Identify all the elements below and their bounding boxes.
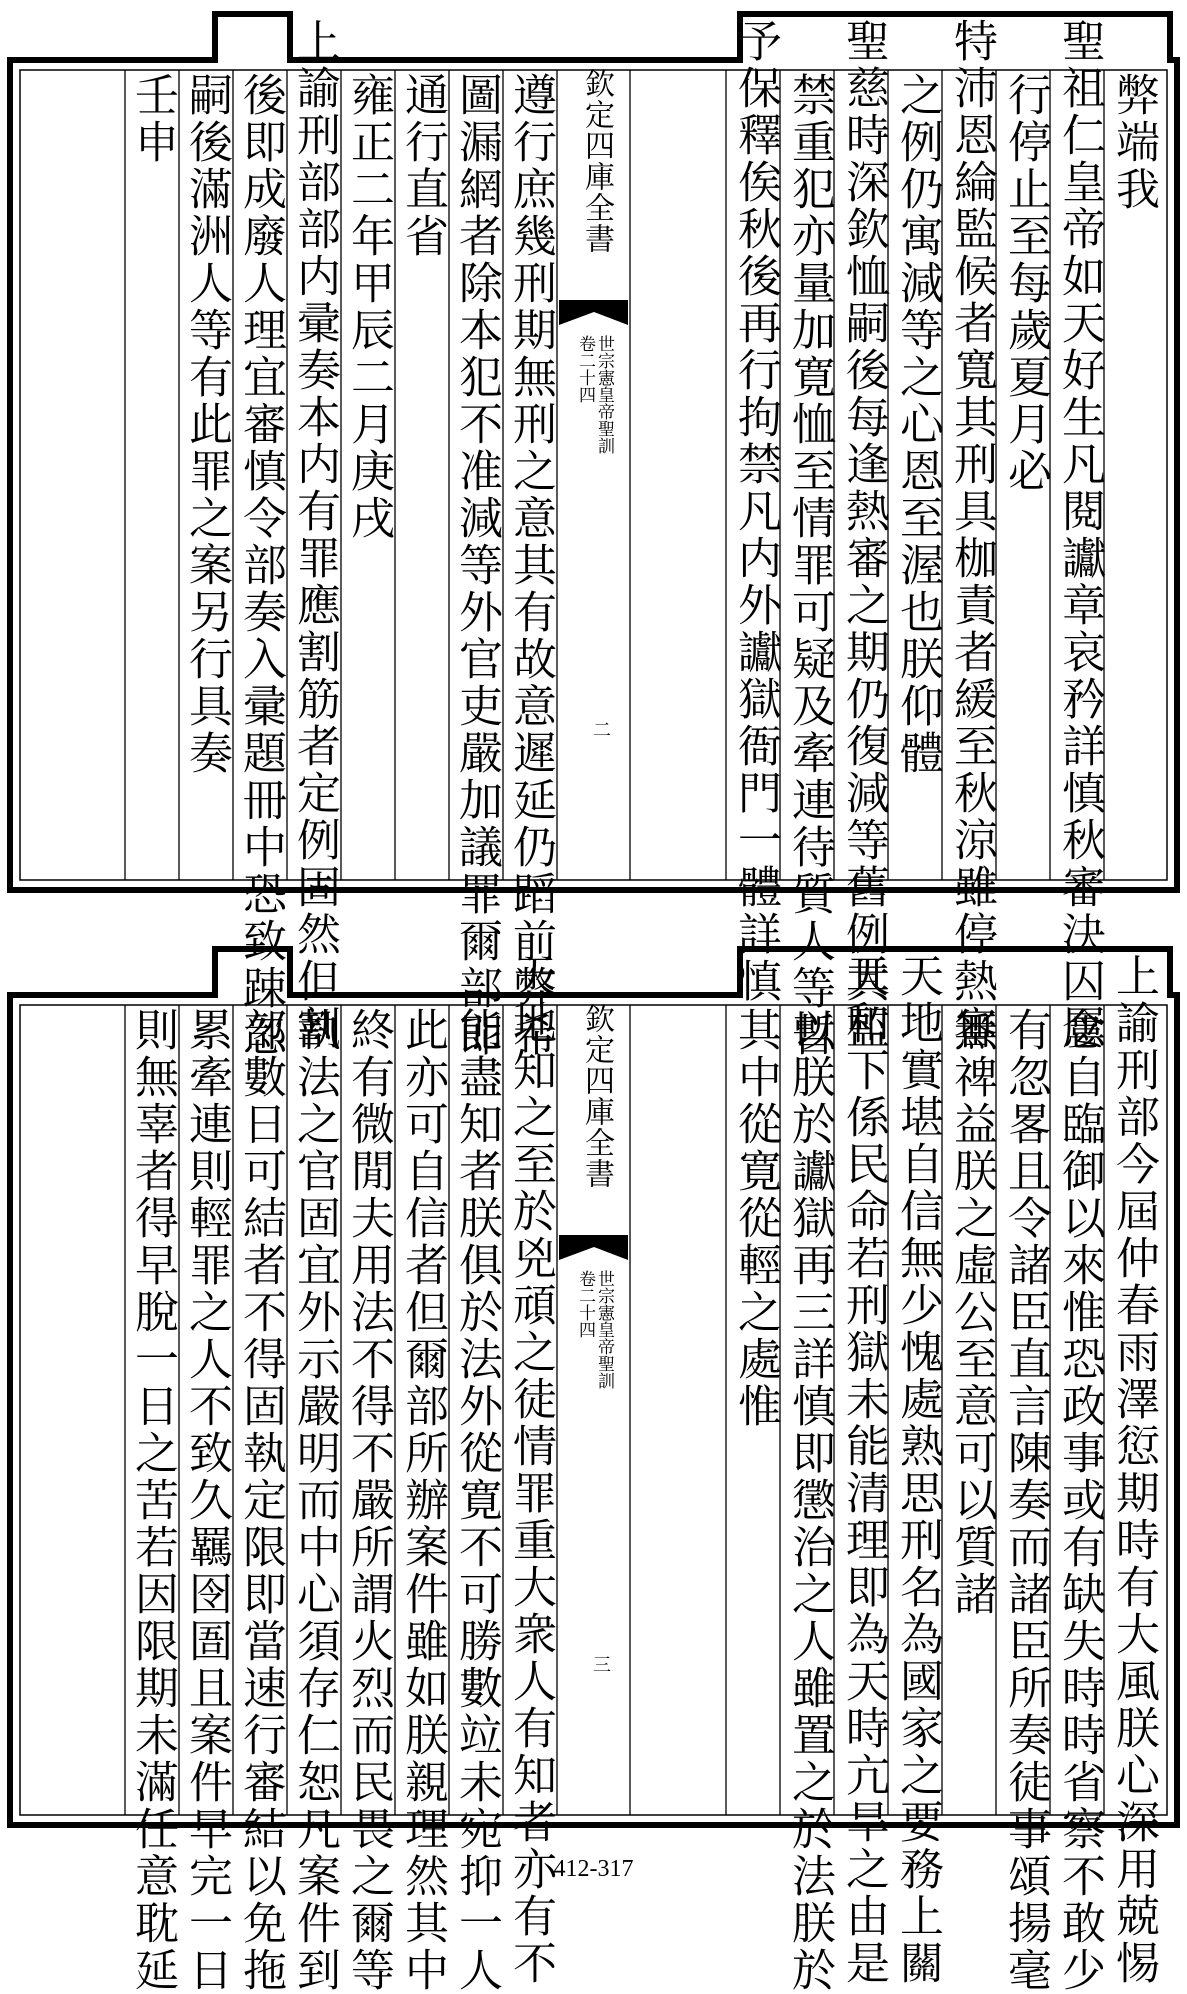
catalog-number: 412-317 — [553, 1856, 634, 1882]
text-column: 終有微閒夫用法不得不嚴所謂火烈而民畏之爾等 — [343, 1007, 394, 1994]
page-number: 二 — [590, 720, 611, 738]
text-column: 無禆益朕之虛公至意可以質諸 — [946, 1007, 997, 1618]
text-column: 則無辜者得早脫一日之苦若因限期未滿任意耽延 — [127, 1007, 178, 1994]
text-column: 圖漏網者除本犯不准減等外官吏嚴加議罪爾部即 — [451, 72, 502, 1059]
page-number: 三 — [590, 1655, 611, 1673]
text-column: 上諭刑部部内彚奏本内有罪應割筋者定例固然但割 — [289, 18, 340, 1052]
text-column: 雍正二年甲辰二月庚戌 — [343, 72, 394, 542]
text-column: 天和下係民命若刑獄未能清理即為天時亢旱之由是 — [838, 953, 889, 1987]
fishtail-marker — [559, 300, 628, 325]
text-column: 予保釋俟秋後再行拘禁凡内外讞獄衙門一體詳慎 — [730, 18, 781, 1005]
text-column: 之例仍寓減等之心恩至渥也朕仰體 — [892, 72, 943, 777]
text-column: 後即成廢人理宜審慎令部奏入彚題冊中恐致踈忽 — [235, 72, 286, 1059]
fishtail-marker — [559, 1235, 628, 1260]
text-column: 執法之官固宜外示嚴明而中心須存仁恕凡案件到 — [289, 1007, 340, 1994]
text-column: 能盡知者朕俱於法外從寛不可勝數竝未宛抑一人 — [451, 1007, 502, 1994]
text-column: 念自臨御以來惟恐政事或有缺失時時省察不敢少 — [1054, 1007, 1105, 1994]
text-column: 特沛恩綸監候者寬其刑具枷責者緩至秋涼雖停熱審 — [946, 18, 997, 1052]
text-column: 禁重犯亦量加寛恤至情罪可疑及牽連待質人等暫 — [784, 72, 835, 1059]
text-column: 部數日可結者不得固執定限即當速行審結以免拖 — [235, 1007, 286, 1994]
text-column: 行停止至每歲夏月必 — [1000, 72, 1051, 495]
text-column: 聖慈時深欽恤嗣後每逢熱審之期仍復減等舊例其監 — [838, 18, 889, 1052]
text-column: 有忽畧且令諸臣直言陳奏而諸臣所奏徒事頌揚毫 — [1000, 1007, 1051, 1994]
text-column: 弊端我 — [1108, 72, 1159, 213]
chapter-label: 世宗憲皇帝聖訓 卷二十四 — [575, 335, 614, 454]
text-column: 累牽連則輕罪之人不致久羈囹圄且案件早完一日 — [181, 1007, 232, 1994]
book-title: 欽定四庫全書 — [579, 1003, 614, 1189]
text-column: 其中從寛從輕之處惟 — [730, 1007, 781, 1430]
chapter-label: 世宗憲皇帝聖訓 卷二十四 — [575, 1270, 614, 1389]
text-column: 嗣後滿洲人等有此罪之案另行具奏 — [181, 72, 232, 777]
text-column: 壬申 — [127, 72, 178, 166]
text-column: 天地實堪自信無少愧處熟思刑名為國家之要務上關 — [892, 953, 943, 1987]
text-column: 遵行庶幾刑期無刑之意其有故意遲延仍蹈前弊希 — [505, 72, 556, 1059]
text-column: 上諭刑部今屆仲春雨澤愆期時有大風朕心深用兢惕 — [1108, 953, 1159, 1987]
text-column: 通行直省 — [397, 72, 448, 260]
text-column: 天地知之至於兇頑之徒情罪重大衆人有知者亦有不 — [505, 953, 556, 1987]
text-column: 以朕於讞獄再三詳慎即懲治之人雖置之於法朕於 — [784, 1007, 835, 1994]
text-column: 聖祖仁皇帝如天好生凡閱讞章哀矜詳慎秋審決囚屢 — [1054, 18, 1105, 1052]
book-title: 欽定四庫全書 — [579, 68, 614, 254]
text-column: 此亦可自信者但爾部所辦案件雖如朕親理然其中 — [397, 1007, 448, 1994]
